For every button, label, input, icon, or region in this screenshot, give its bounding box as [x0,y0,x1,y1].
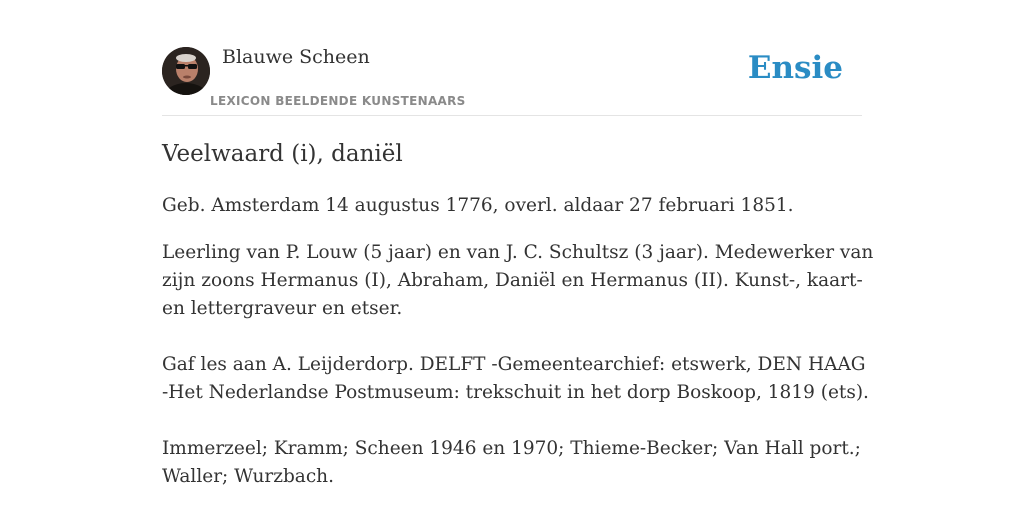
header-divider [162,115,862,116]
ensie-logo[interactable]: Ensie [747,50,843,86]
article-paragraph: Geb. Amsterdam 14 augustus 1776, overl. aldaar 27 februari 1851. [162,195,794,216]
article-paragraph: Leerling van P. Louw (5 jaar) en van J. C. Schultsz (3 jaar). Medewerker van zijn zoons Hermanus (I), Abraham, Daniël en Hermanus (II). Kunst-, kaart- en lettergraveur en etser. [162,242,874,319]
article-paragraph: Gaf les aan A. Leijderdorp. DELFT -Gemeentearchief: etswerk, DEN HAAG -Het Nederlandse Postmuseum: trekschuit in het dorp Boskoop, 1819 (ets). [162,354,869,403]
article-title: Veelwaard (i), daniël [162,141,403,167]
author-avatar[interactable] [162,47,210,95]
author-name[interactable]: Blauwe Scheen [222,46,370,68]
article-body [162,140,874,491]
avatar-photo-icon [162,47,210,95]
article-paragraph: Immerzeel; Kramm; Scheen 1946 en 1970; Thieme-Becker; Van Hall port.; Waller; Wurzbach. [162,438,861,487]
lexicon-subtitle[interactable]: LEXICON BEELDENDE KUNSTENAARS [210,94,466,108]
